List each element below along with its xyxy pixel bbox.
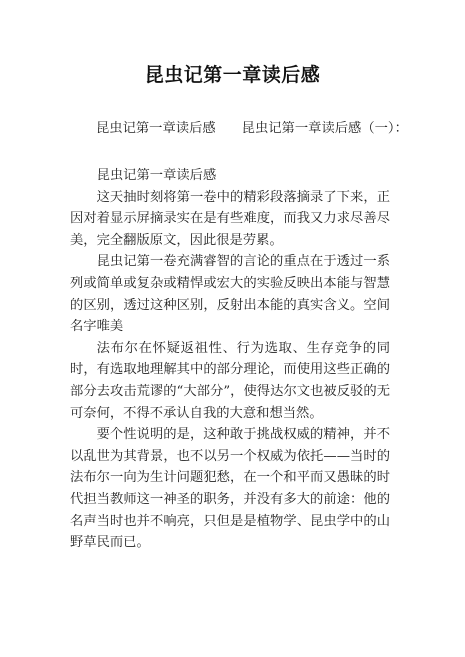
- paragraph: 法布尔在怀疑返祖性、行为选取、生存竞争的同时，有选取地理解其中的部分理论，而使用这些正确的部分去攻击荒谬的“大部分”，使得达尔文也被反驳的无可奈何，不得不承认自我的大意和想当然。: [70, 340, 390, 421]
- subtitle-line: [96, 117, 408, 136]
- paragraph: 要个性说明的是，这种敢于挑战权威的精神，并不以乱世为其背景，也不以另一个权威为依托——当时的法布尔一向为生计问题犯愁，在一个和平而又愚昧的时代担当教师这一神圣的职务，并没有多大的前途：他的名声当时也并不响亮，只但是是植物学、昆虫学中的山野草民而已。: [70, 427, 390, 551]
- document-body: [70, 165, 390, 554]
- subtitle-right: 昆虫记第一章读后感（一）：: [241, 121, 408, 136]
- section-heading: 昆虫记第一章读后感: [96, 168, 217, 183]
- paragraph: 这天抽时刻将第一卷中的精彩段落摘录了下来，正因对着显示屏摘录实在是有些难度，而我又力求尽善尽美，完全翻版原文，因此很是劳累。: [70, 189, 390, 248]
- page-title: 昆虫记第一章读后感: [144, 64, 321, 86]
- paragraph: 昆虫记第一卷充满睿智的言论的重点在于透过一系列或简单或复杂或精悍或宏大的实验反映出本能与智慧的区别，透过这种区别，反射出本能的真实含义。空间名字唯美: [70, 254, 390, 335]
- subtitle-left: 昆虫记第一章读后感: [96, 121, 216, 136]
